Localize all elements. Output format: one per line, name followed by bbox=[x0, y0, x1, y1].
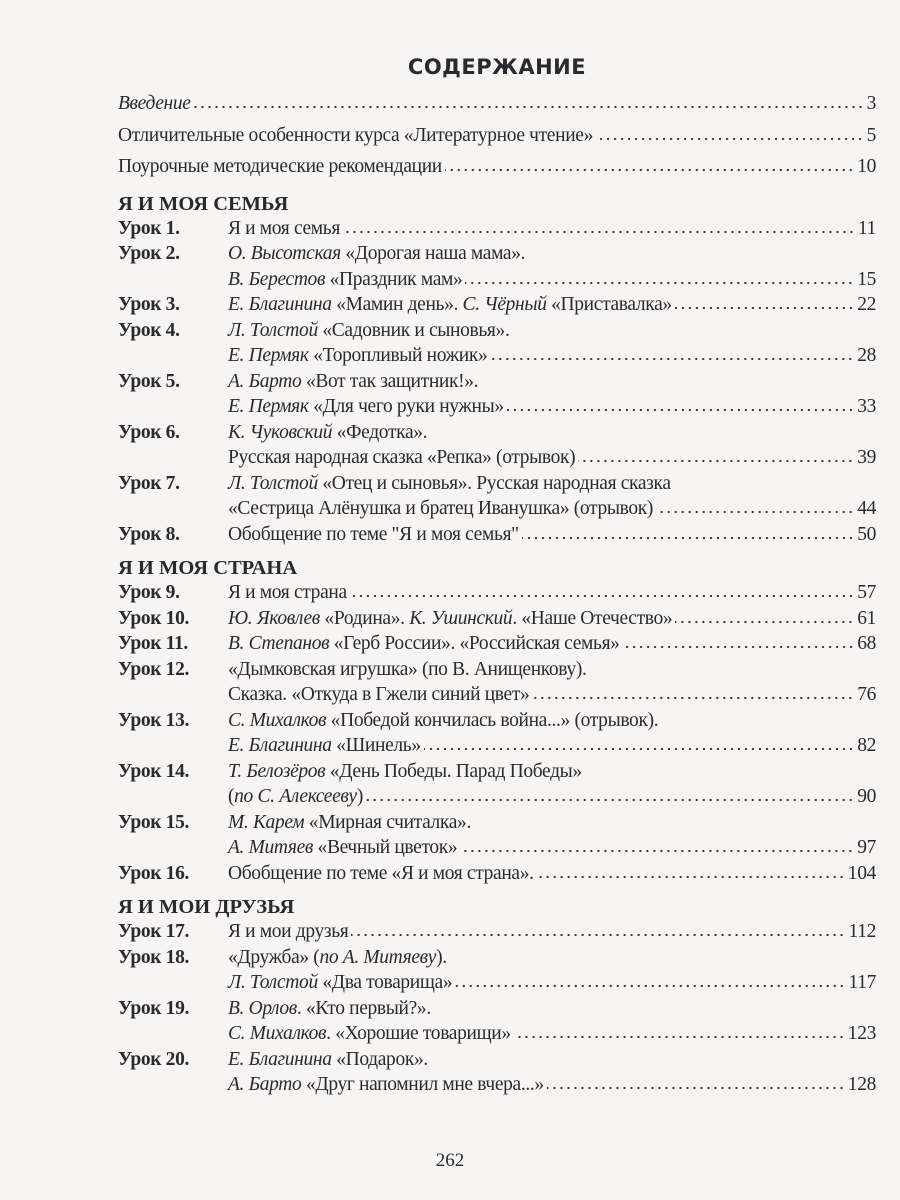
toc-section bbox=[118, 551, 876, 886]
entry-text: «Вечный цветок» bbox=[313, 837, 458, 858]
toc-entry-line bbox=[118, 1072, 876, 1098]
lesson-label: Урок 13. bbox=[118, 709, 189, 731]
entry-text: Я и моя страна bbox=[228, 582, 347, 603]
toc-entry-line bbox=[118, 292, 876, 318]
toc-entry-line bbox=[118, 318, 876, 344]
leader-dots bbox=[675, 620, 854, 624]
lesson-label: Урок 8. bbox=[118, 523, 180, 545]
toc-section bbox=[118, 187, 876, 548]
toc-entry-line bbox=[118, 682, 876, 708]
author-name: Т. Белозёров bbox=[228, 760, 326, 782]
toc-entry-line bbox=[118, 861, 876, 887]
leader-dots bbox=[596, 137, 864, 141]
toc-entry-line bbox=[118, 151, 876, 183]
entry-text: «Друг напомнил мне вчера...» bbox=[301, 1074, 544, 1095]
entry-title bbox=[228, 267, 462, 293]
toc-entry-line bbox=[118, 471, 876, 497]
leader-dots bbox=[578, 459, 854, 463]
entry-text: Я и мои друзья bbox=[228, 921, 349, 942]
entry-text: . «Кто первый?». bbox=[296, 997, 431, 1019]
entry-page-number: 3 bbox=[866, 93, 876, 114]
toc-entry-line bbox=[118, 631, 876, 657]
leader-dots bbox=[366, 798, 854, 802]
lesson-label: Урок 6. bbox=[118, 421, 180, 443]
entry-text: Русская народная сказка «Репка» (отрывок) bbox=[228, 447, 576, 468]
entry-text: «Отец и сыновья». Русская народная сказка bbox=[317, 472, 671, 494]
entry-title bbox=[228, 784, 363, 810]
entry-text: «Вот так защитник!». bbox=[301, 370, 479, 392]
author-name: К. Чуковский bbox=[228, 421, 333, 443]
entry-text: «Сестрица Алёнушка и братец Иванушка» (отрывок) bbox=[228, 498, 653, 519]
leader-dots bbox=[656, 510, 854, 514]
author-name: по А. Митяеву bbox=[319, 946, 437, 968]
toc-entry-line bbox=[118, 945, 876, 971]
entry-text: «Мирная считалка». bbox=[304, 811, 471, 833]
entry-text: Сказка. «Откуда в Гжели синий цвет» bbox=[228, 684, 530, 705]
leader-dots bbox=[424, 747, 854, 751]
entry-text: ( bbox=[228, 786, 235, 807]
entry-title bbox=[118, 88, 191, 120]
entry-text: . «Хорошие товарищи» bbox=[326, 1023, 511, 1044]
entry-title bbox=[228, 708, 658, 734]
leader-dots bbox=[507, 408, 854, 412]
entry-title bbox=[228, 580, 347, 606]
leader-dots bbox=[547, 1086, 845, 1090]
author-name: С. Михалков bbox=[228, 1023, 327, 1044]
author-name: М. Карем bbox=[228, 811, 305, 833]
leader-dots bbox=[623, 645, 855, 649]
toc-entry-line bbox=[118, 810, 876, 836]
entry-title bbox=[228, 471, 671, 497]
entry-text: «Дорогая наша мама». bbox=[340, 243, 526, 264]
entry-text: ) bbox=[356, 786, 363, 807]
entry-text: «Дружба» ( bbox=[228, 946, 320, 968]
author-name: Е. Пермяк bbox=[228, 345, 309, 366]
author-name: К. Ушинский bbox=[409, 607, 513, 629]
entry-title bbox=[228, 241, 525, 267]
entry-title bbox=[228, 631, 620, 657]
leader-dots bbox=[490, 357, 854, 361]
toc-entry-line bbox=[118, 216, 876, 242]
entry-title bbox=[228, 996, 431, 1022]
author-name: В. Степанов bbox=[228, 633, 330, 654]
author-name: Е. Благинина bbox=[228, 1048, 332, 1070]
lesson-label: Урок 15. bbox=[118, 811, 189, 833]
toc-entry-line bbox=[118, 522, 876, 548]
entry-title bbox=[228, 810, 471, 836]
lesson-label: Урок 2. bbox=[118, 243, 180, 264]
entry-page-number: 15 bbox=[857, 268, 876, 290]
lesson-label: Урок 7. bbox=[118, 472, 180, 494]
leader-dots bbox=[522, 536, 854, 540]
entry-page-number: 5 bbox=[866, 124, 876, 146]
entry-page-number: 90 bbox=[857, 786, 876, 807]
leader-dots bbox=[675, 306, 854, 310]
entry-text: «Торопливый ножик» bbox=[308, 345, 488, 366]
toc-entry-line bbox=[118, 580, 876, 606]
entry-page-number: 104 bbox=[847, 862, 876, 884]
author-name: С. Чёрный bbox=[462, 294, 547, 315]
lesson-label: Урок 12. bbox=[118, 658, 189, 680]
entry-page-number: 123 bbox=[847, 1023, 876, 1044]
author-name: Ю. Яковлев bbox=[228, 607, 320, 629]
toc-entry-line bbox=[118, 835, 876, 861]
lesson-label: Урок 14. bbox=[118, 760, 189, 782]
entry-title bbox=[228, 606, 672, 632]
entry-title bbox=[228, 496, 653, 522]
entry-text: Поурочные методические рекомендации bbox=[118, 156, 442, 177]
toc-entry-line bbox=[118, 241, 876, 267]
entry-text: . «Наше Отечество» bbox=[512, 607, 673, 629]
toc-entry-line bbox=[118, 420, 876, 446]
entry-page-number: 22 bbox=[857, 294, 876, 315]
toc-entry-line bbox=[118, 496, 876, 522]
author-name: А. Митяев bbox=[228, 837, 314, 858]
entry-page-number: 68 bbox=[857, 633, 876, 654]
entry-title bbox=[228, 1072, 544, 1098]
entry-page-number: 97 bbox=[857, 837, 876, 858]
entry-title bbox=[228, 682, 529, 708]
entry-text: Я и моя семья bbox=[228, 217, 340, 239]
toc-entry-line bbox=[118, 445, 876, 471]
author-name: Введение bbox=[118, 93, 191, 114]
toc-entry-line bbox=[118, 606, 876, 632]
toc-entry-line bbox=[118, 1021, 876, 1047]
leader-dots bbox=[460, 849, 854, 853]
author-name: С. Михалков bbox=[228, 709, 327, 731]
entry-title bbox=[228, 318, 509, 344]
toc-entry-line bbox=[118, 970, 876, 996]
entry-text: «Праздник мам» bbox=[325, 268, 463, 290]
entry-page-number: 128 bbox=[847, 1074, 876, 1095]
entry-title bbox=[228, 657, 587, 683]
toc-entry-line bbox=[118, 919, 876, 945]
table-of-contents bbox=[118, 52, 876, 1098]
entry-title bbox=[228, 733, 421, 759]
entry-page-number: 57 bbox=[857, 582, 876, 603]
entry-page-number: 39 bbox=[857, 447, 876, 468]
entry-title bbox=[228, 1021, 511, 1047]
toc-entry-line bbox=[118, 369, 876, 395]
entry-page-number: 33 bbox=[857, 396, 876, 417]
entry-title bbox=[228, 522, 519, 548]
entry-page-number: 11 bbox=[857, 217, 876, 239]
author-name: В. Берестов bbox=[228, 268, 326, 290]
entry-title bbox=[228, 369, 478, 395]
toc-entry-line bbox=[118, 343, 876, 369]
entry-page-number: 44 bbox=[857, 498, 876, 519]
lesson-label: Урок 4. bbox=[118, 319, 180, 341]
entry-text: ). bbox=[436, 946, 447, 968]
entry-text: «Шинель» bbox=[331, 735, 421, 756]
author-name: по С. Алексееву bbox=[234, 786, 357, 807]
entry-title bbox=[228, 970, 452, 996]
toc-section bbox=[118, 890, 876, 1098]
lesson-label: Урок 9. bbox=[118, 582, 180, 603]
leader-dots bbox=[351, 933, 845, 937]
leader-dots bbox=[465, 281, 854, 285]
lesson-label: Урок 5. bbox=[118, 370, 180, 392]
page-title: СОДЕРЖАНИЕ bbox=[407, 55, 587, 79]
author-name: А. Барто bbox=[228, 1074, 302, 1095]
leader-dots bbox=[343, 230, 855, 234]
entry-title bbox=[118, 151, 442, 183]
entry-page-number: 10 bbox=[857, 156, 876, 177]
toc-entry-line bbox=[118, 759, 876, 785]
entry-title bbox=[228, 343, 487, 369]
author-name: О. Высотская bbox=[228, 243, 341, 264]
toc-entry-line bbox=[118, 657, 876, 683]
entry-text: «Герб России». «Российская семья» bbox=[329, 633, 620, 654]
entry-title bbox=[228, 445, 575, 471]
author-name: А. Барто bbox=[228, 370, 302, 392]
toc-entry-line bbox=[118, 394, 876, 420]
entry-page-number: 50 bbox=[857, 523, 876, 545]
section-heading: Я И МОЯ СТРАНА bbox=[118, 557, 298, 579]
lesson-label: Урок 17. bbox=[118, 921, 189, 942]
lesson-label: Урок 18. bbox=[118, 946, 189, 968]
entry-text: «День Победы. Парад Победы» bbox=[325, 760, 582, 782]
lesson-label: Урок 16. bbox=[118, 862, 189, 884]
toc-entry-line bbox=[118, 733, 876, 759]
author-name: Л. Толстой bbox=[228, 472, 318, 494]
author-name: Л. Толстой bbox=[228, 972, 318, 993]
entry-title bbox=[228, 861, 534, 887]
author-name: Е. Благинина bbox=[228, 294, 332, 315]
entry-title bbox=[228, 292, 672, 318]
leader-dots bbox=[514, 1035, 845, 1039]
entry-text: Обобщение по теме «Я и моя страна». bbox=[228, 862, 534, 884]
entry-page-number: 112 bbox=[848, 921, 876, 942]
entry-page-number: 61 bbox=[857, 607, 876, 629]
entry-title bbox=[228, 216, 340, 242]
lesson-label: Урок 1. bbox=[118, 217, 180, 239]
toc-entry-line bbox=[118, 88, 876, 120]
entry-text: «Федотка». bbox=[332, 421, 428, 443]
entry-text: «Подарок». bbox=[331, 1048, 428, 1070]
section-heading: Я И МОИ ДРУЗЬЯ bbox=[118, 896, 295, 918]
author-name: Е. Благинина bbox=[228, 735, 332, 756]
entry-text: «Родина». bbox=[319, 607, 410, 629]
toc-sections bbox=[118, 187, 876, 1098]
leader-dots bbox=[532, 696, 854, 700]
entry-title bbox=[228, 945, 447, 971]
toc-entry-line bbox=[118, 708, 876, 734]
leader-dots bbox=[445, 168, 854, 172]
leader-dots bbox=[455, 984, 845, 988]
entry-text: «Садовник и сыновья». bbox=[317, 319, 510, 341]
entry-title bbox=[228, 919, 348, 945]
entry-text: «Два товарища» bbox=[317, 972, 453, 993]
section-heading: Я И МОЯ СЕМЬЯ bbox=[118, 192, 289, 215]
toc-entry-line bbox=[118, 996, 876, 1022]
lesson-label: Урок 3. bbox=[118, 294, 180, 315]
toc-entry-line bbox=[118, 120, 876, 152]
entry-title bbox=[228, 1047, 428, 1073]
lesson-label: Урок 10. bbox=[118, 607, 189, 629]
entry-text: «Мамин день». bbox=[331, 294, 463, 315]
author-name: В. Орлов bbox=[228, 997, 297, 1019]
author-name: Е. Пермяк bbox=[228, 396, 309, 417]
toc-entry-line bbox=[118, 267, 876, 293]
intro-entries bbox=[118, 88, 876, 183]
author-name: Л. Толстой bbox=[228, 319, 318, 341]
entry-text: «Дымковская игрушка» (по В. Анищенкову). bbox=[228, 658, 587, 680]
lesson-label: Урок 11. bbox=[118, 633, 188, 654]
entry-page-number: 82 bbox=[857, 735, 876, 756]
entry-text: Обобщение по теме "Я и моя семья" bbox=[228, 523, 519, 545]
entry-title bbox=[228, 835, 457, 861]
toc-entry-line bbox=[118, 1047, 876, 1073]
entry-text: «Победой кончилась война...» (отрывок). bbox=[326, 709, 659, 731]
leader-dots bbox=[350, 594, 854, 598]
entry-title bbox=[228, 420, 427, 446]
entry-text: «Для чего руки нужны» bbox=[308, 396, 504, 417]
entry-text: Отличительные особенности курса «Литературное чтение» bbox=[118, 124, 593, 146]
entry-title bbox=[118, 120, 593, 152]
lesson-label: Урок 19. bbox=[118, 997, 189, 1019]
page-number: 262 bbox=[435, 1150, 465, 1171]
entry-page-number: 28 bbox=[857, 345, 876, 366]
leader-dots bbox=[194, 105, 864, 109]
entry-text: «Приставалка» bbox=[546, 294, 672, 315]
entry-title bbox=[228, 759, 582, 785]
entry-title bbox=[228, 394, 504, 420]
entry-page-number: 76 bbox=[857, 684, 876, 705]
leader-dots bbox=[537, 875, 845, 879]
toc-entry-line bbox=[118, 784, 876, 810]
entry-page-number: 117 bbox=[848, 972, 876, 993]
lesson-label: Урок 20. bbox=[118, 1048, 189, 1070]
